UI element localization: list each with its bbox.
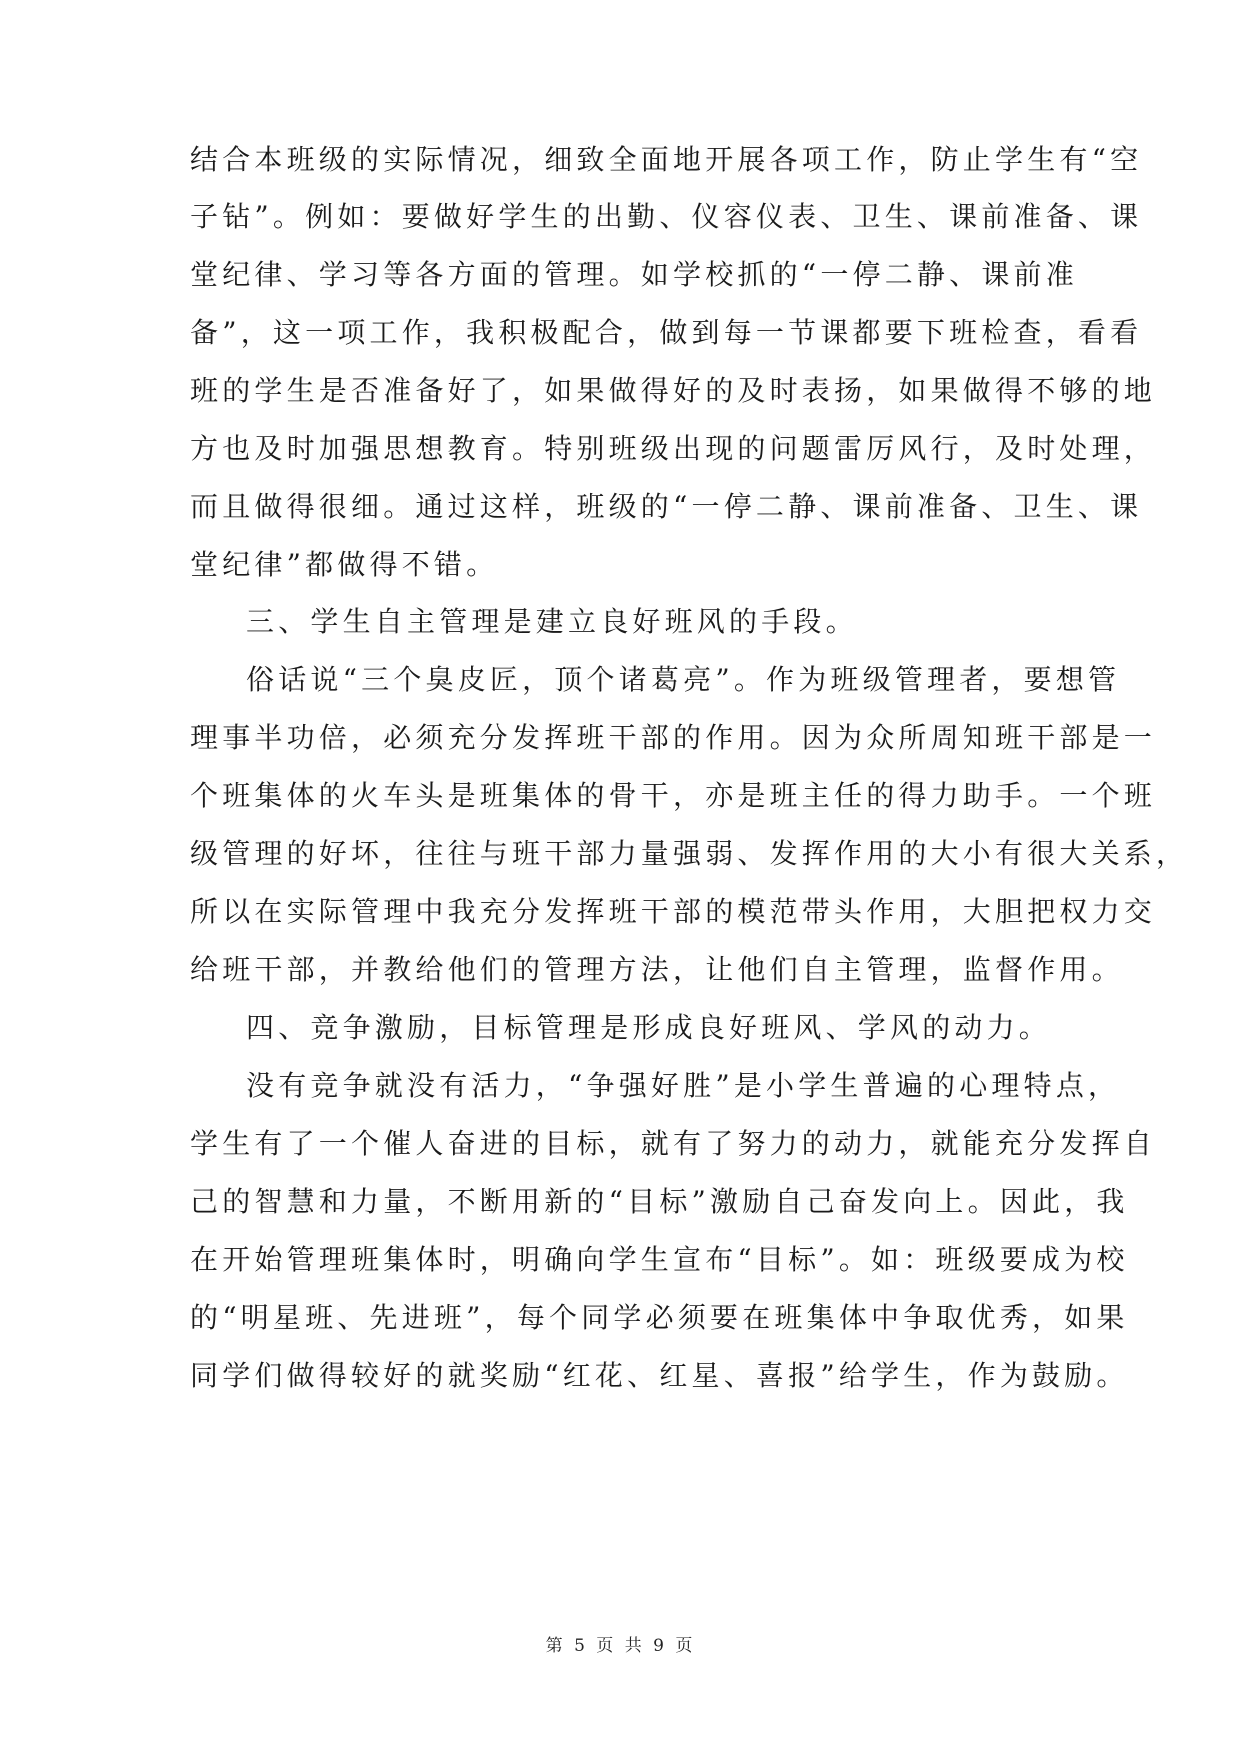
body-text-line: 给班干部，并教给他们的管理方法，让他们自主管理，监督作用。 <box>190 953 1124 986</box>
body-text-line: 己的智慧和力量，不断用新的“目标”激励自己奋发向上。因此，我 <box>190 1185 1129 1218</box>
body-text-line: 而且做得很细。通过这样，班级的“一停二静、课前准备、卫生、课 <box>190 490 1143 523</box>
body-text-line: 同学们做得较好的就奖励“红花、红星、喜报”给学生，作为鼓励。 <box>190 1359 1129 1392</box>
body-text-line: 学生有了一个催人奋进的目标，就有了努力的动力，就能充分发挥自 <box>190 1127 1157 1160</box>
section-heading: 四、竞争激励，目标管理是形成良好班风、学风的动力。 <box>246 1011 1052 1044</box>
body-text-line: 备”，这一项工作，我积极配合，做到每一节课都要下班检查，看看 <box>190 316 1143 349</box>
body-text-line: 的“明星班、先进班”，每个同学必须要在班集体中争取优秀，如果 <box>190 1301 1129 1334</box>
body-text-line: 没有竞争就没有活力，“争强好胜”是小学生普遍的心理特点， <box>246 1069 1121 1102</box>
body-text-line: 子钻”。例如：要做好学生的出勤、仪容仪表、卫生、课前准备、课 <box>190 200 1143 233</box>
body-text-line: 班的学生是否准备好了，如果做得好的及时表扬，如果做得不够的地 <box>190 374 1157 407</box>
body-text-line: 堂纪律、学习等各方面的管理。如学校抓的“一停二静、课前准 <box>190 258 1078 291</box>
section-heading: 三、学生自主管理是建立良好班风的手段。 <box>246 605 858 638</box>
body-text-line: 理事半功倍，必须充分发挥班干部的作用。因为众所周知班干部是一 <box>190 721 1157 754</box>
body-text-line: 个班集体的火车头是班集体的骨干，亦是班主任的得力助手。一个班 <box>190 779 1157 812</box>
body-text-line: 在开始管理班集体时，明确向学生宣布“目标”。如：班级要成为校 <box>190 1243 1129 1276</box>
body-text-line: 所以在实际管理中我充分发挥班干部的模范带头作用，大胆把权力交 <box>190 895 1157 928</box>
body-text-line: 结合本班级的实际情况，细致全面地开展各项工作，防止学生有“空 <box>190 143 1143 176</box>
body-text-line: 堂纪律”都做得不错。 <box>190 548 499 581</box>
body-text-line: 方也及时加强思想教育。特别班级出现的问题雷厉风行，及时处理， <box>190 432 1157 465</box>
body-text-line: 级管理的好坏，往往与班干部力量强弱、发挥作用的大小有很大关系， <box>190 837 1189 870</box>
body-text-line: 俗话说“三个臭皮匠，顶个诸葛亮”。作为班级管理者，要想管 <box>246 663 1121 696</box>
page-number-footer: 第 5 页 共 9 页 <box>545 1636 696 1656</box>
